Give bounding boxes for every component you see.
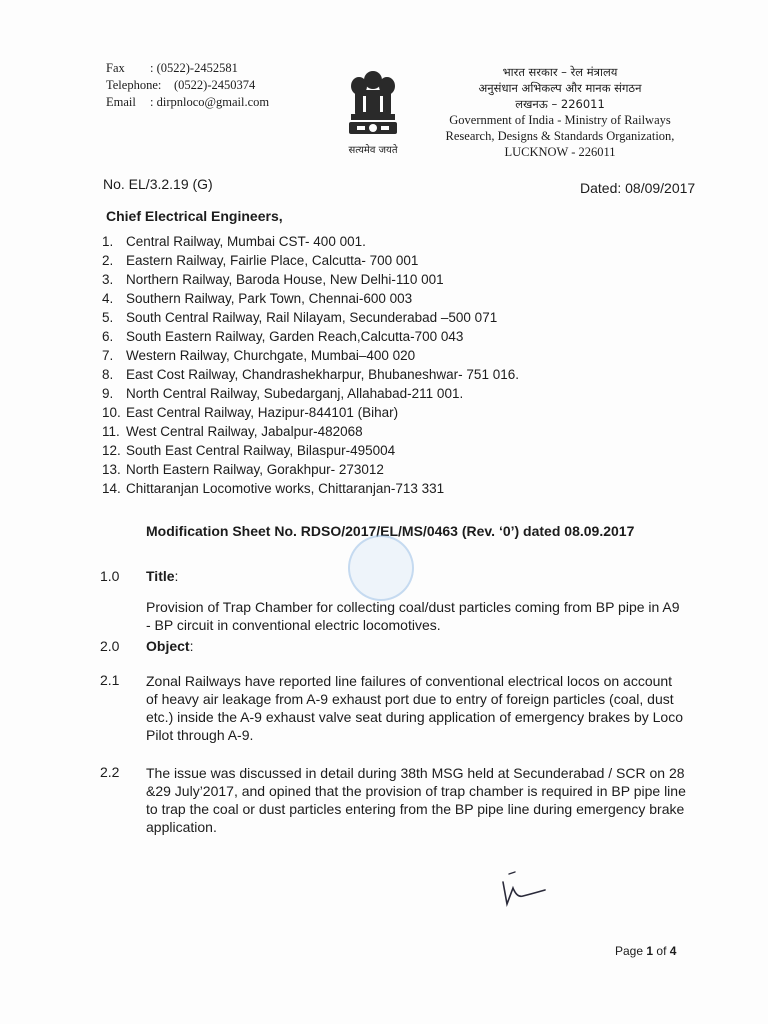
national-emblem: [333, 68, 413, 156]
reference-date: Dated: 08/09/2017: [580, 180, 696, 196]
section-heading-title: [146, 568, 178, 584]
fax-value: : (0522)-2452581: [150, 61, 238, 75]
telephone-value: (0522)-2450374: [174, 78, 256, 92]
list-item: 8. East Cost Railway, Chandrashekharpur, Bhubaneshwar- 751 016.: [102, 367, 519, 382]
org-line-3: LUCKNOW - 226011: [504, 145, 616, 159]
national-emblem-icon: [333, 68, 413, 144]
org-hindi-line-2: अनुसंधान अभिकल्प और मानक संगठन: [478, 81, 642, 95]
email-row: [106, 94, 269, 111]
contact-block: [106, 60, 269, 111]
list-item: 4. Southern Railway, Park Town, Chennai-600 003: [102, 291, 413, 306]
page-indicator: Page 1 of 4: [615, 944, 677, 958]
fax-row: [106, 60, 269, 77]
list-item: 11. West Central Railway, Jabalpur-482068: [102, 424, 363, 439]
telephone-label: Telephone:: [106, 78, 162, 92]
list-item: 6. South Eastern Railway, Garden Reach,Calcutta-700 043: [102, 329, 464, 344]
list-item: 3. Northern Railway, Baroda House, New Delhi-110 001: [102, 272, 444, 287]
paragraph-2-1: Zonal Railways have reported line failures of conventional electrical locos on account of heavy air leakage from A-9 exhaust port due to entry of foreign particles (coal, dust etc.) inside the A-9 exhaust valve seat during application of emergency brakes by Loco Pilot through A-9.: [146, 673, 683, 743]
fax-label: Fax: [106, 61, 125, 75]
section-heading-colon: :: [189, 638, 194, 654]
section-number: 2.2: [100, 764, 120, 780]
list-item: 10. East Central Railway, Hazipur-844101 (Bihar): [102, 405, 399, 420]
section-heading-text: Title: [146, 568, 175, 584]
railway-list: [102, 232, 562, 498]
org-line-2: Research, Designs & Standards Organization,: [445, 129, 675, 143]
section-heading-object: [146, 638, 193, 654]
title-body: Provision of Trap Chamber for collecting coal/dust particles coming from BP pipe in A9 - BP circuit in conventional electric locomotives.: [146, 599, 680, 633]
addressee: Chief Electrical Engineers,: [106, 208, 283, 224]
organization-block: [440, 64, 680, 160]
list-item: 13. North Eastern Railway, Gorakhpur- 273012: [102, 462, 384, 477]
section-number: 2.0: [100, 638, 120, 654]
list-item: 2. Eastern Railway, Fairlie Place, Calcutta- 700 001: [102, 253, 419, 268]
list-item: 9. North Central Railway, Subedarganj, Allahabad-211 001.: [102, 386, 464, 401]
reference-number: No. EL/3.2.19 (G): [103, 176, 213, 192]
list-item: 1. Central Railway, Mumbai CST- 400 001.: [102, 234, 366, 249]
list-item: 14. Chittaranjan Locomotive works, Chittaranjan-713 331: [102, 481, 445, 496]
emblem-motto: सत्यमेव जयते: [348, 145, 398, 156]
section-number: 1.0: [100, 568, 120, 584]
org-hindi-line-3: लखनऊ – 226011: [515, 97, 605, 111]
org-hindi-line-1: भारत सरकार – रेल मंत्रालय: [502, 65, 618, 79]
list-item: 5. South Central Railway, Rail Nilayam, Secunderabad –500 071: [102, 310, 498, 325]
modification-sheet-title: Modification Sheet No. RDSO/2017/EL/MS/0463 (Rev. ‘0’) dated 08.09.2017: [146, 523, 635, 539]
email-label: Email: [106, 95, 136, 109]
email-value: : dirpnloco@gmail.com: [150, 95, 270, 109]
section-heading-colon: :: [174, 568, 179, 584]
signature-mark: [497, 870, 557, 910]
org-line-1: Government of India - Ministry of Railways: [449, 113, 671, 127]
telephone-row: [106, 77, 269, 94]
list-item: 7. Western Railway, Churchgate, Mumbai–400 020: [102, 348, 416, 363]
paragraph-2-2: The issue was discussed in detail during 38th MSG held at Secunderabad / SCR on 28 &29 July’2017, and opined that the provision of trap chamber is required in BP pipe line to trap the coal or dust particles entering from the BP pipe line during emergency brake application.: [146, 765, 686, 835]
list-item: 12. South East Central Railway, Bilaspur-495004: [102, 443, 396, 458]
section-number: 2.1: [100, 672, 120, 688]
faint-stamp: [348, 535, 414, 601]
section-heading-text: Object: [146, 638, 190, 654]
